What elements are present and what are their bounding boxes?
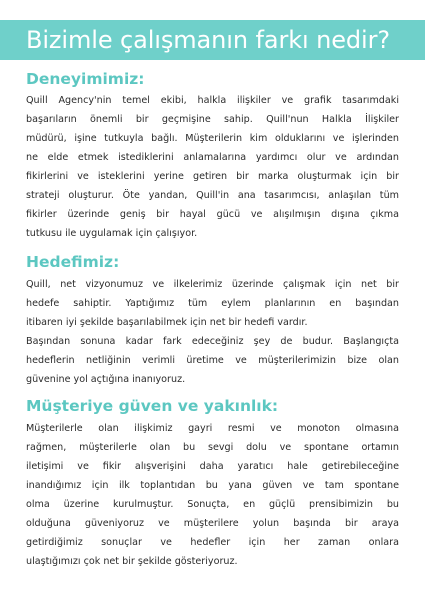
section-body xyxy=(26,275,399,389)
text-line: hedeflerin netliğinin verimli üretime ve müşterilerimizin bize olan xyxy=(26,355,399,366)
section-goal xyxy=(26,253,399,389)
text-line: Başından sonuna kadar fark edeceğiniz şey de budur. Başlangıçta xyxy=(26,336,399,347)
title-banner xyxy=(0,20,425,60)
text-line: güvenine yol açtığına inanıyoruz. xyxy=(26,374,186,385)
text-line: Müşterilerle olan ilişkimiz gayri resmi ve monoton olmasına xyxy=(26,423,399,434)
text-line: Quill, net vizyonumuz ve ilkelerimiz üzerinde çalışmak için net bir xyxy=(26,279,399,290)
text-line: ulaştığımızı çok net bir şekilde gösteriyoruz. xyxy=(26,556,238,567)
text-line: tutkusu ile uygulamak için çalışıyor. xyxy=(26,228,198,239)
section-body xyxy=(26,91,399,243)
text-line: fikirler üzerinde geniş bir hayal gücü ve alışılmışın dışına çıkma xyxy=(26,209,399,220)
text-line: strateji oluşturur. Öte yandan, Quill'in ana tasarımcısı, anlaşılan tüm xyxy=(26,190,399,201)
section-heading: Deneyimimiz: xyxy=(26,70,145,88)
text-line: olma üzerine kurulmuştur. Sonuçta, en güçlü prensibimizin bu xyxy=(26,499,399,510)
section-experience xyxy=(26,70,399,243)
text-line: olduğuna güveniyoruz ve müşterilere yolun başında bir araya xyxy=(26,518,399,529)
text-line: başarıların önemli bir geçmişine sahip. Quill'nun Halkla İlişkiler xyxy=(26,114,399,125)
text-line: Quill Agency'nin temel ekibi, halkla ilişkiler ve grafik tasarımdaki xyxy=(26,95,399,106)
text-line: hedefe sahiptir. Yaptığımız tüm eylem planlarının en başından xyxy=(26,298,399,309)
section-heading: Hedefimiz: xyxy=(26,253,120,271)
text-line: fikirlerini ve isteklerini yerine getiren bir marka oluşturmak için bir xyxy=(26,171,399,182)
section-customer-trust xyxy=(26,397,399,571)
text-line: ne elde etmek istediklerini anlamalarına yardımcı olur ve ardından xyxy=(26,152,399,163)
section-body xyxy=(26,419,399,571)
page-title: Bizimle çalışmanın farkı nedir? xyxy=(26,26,390,54)
text-line: müdürü, işine tutkuyla bağlı. Müşterilerin kim olduklarını ve işlerinden xyxy=(26,133,399,144)
text-line: inandığımız için ilk toplantıdan bu yana güven ve tam spontane xyxy=(26,480,399,491)
text-line: getirdiğimiz sonuçlar ve hedefler için her zaman onlara xyxy=(26,537,399,548)
text-line: iletişimi ve fikir alışverişini daha yaratıcı hale getirebileceğine xyxy=(26,461,399,472)
section-heading: Müşteriye güven ve yakınlık: xyxy=(26,397,279,415)
text-line: itibaren iyi şekilde başarılabilmek için net bir hedefi vardır. xyxy=(26,317,308,328)
text-line: rağmen, müşterilerle olan bu sevgi dolu ve spontane ortamın xyxy=(26,442,399,453)
